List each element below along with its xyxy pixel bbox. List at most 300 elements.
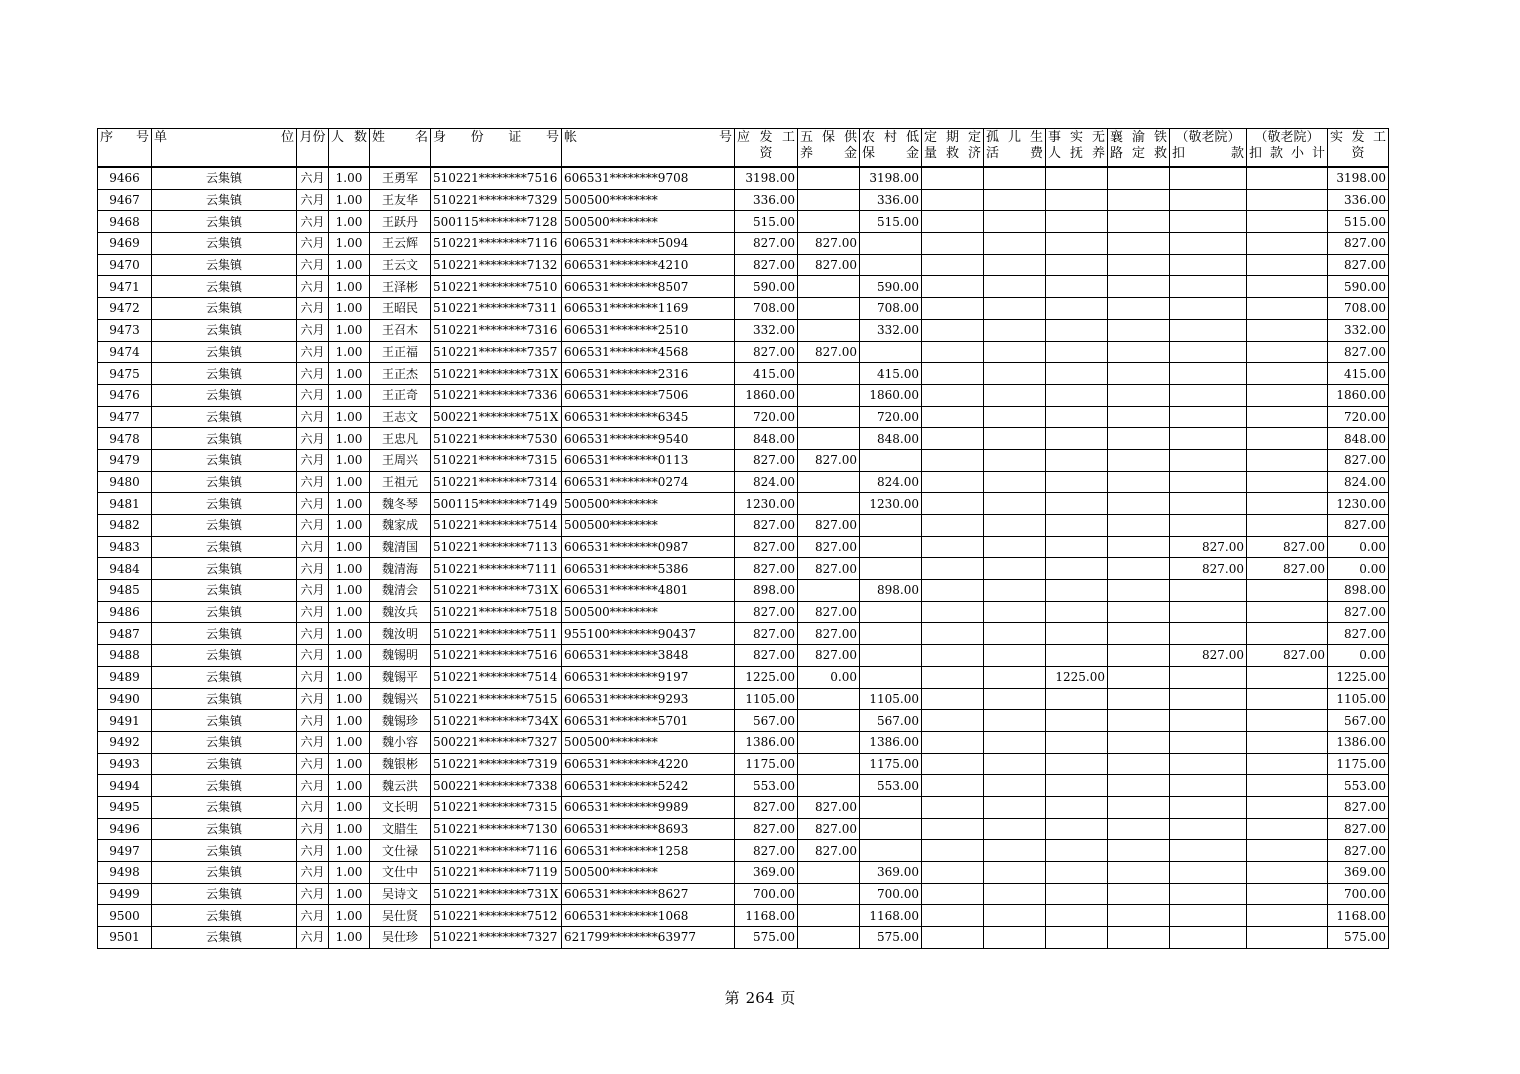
cell-account: 606531********5386 [562,558,735,580]
cell-guer [984,666,1046,688]
cell-jly [1170,580,1247,602]
header-name: 姓 名 [370,129,431,168]
cell-jly [1170,731,1247,753]
cell-name: 王志文 [370,406,431,428]
cell-guer [984,558,1046,580]
cell-account: 500500******** [562,601,735,623]
cell-actual: 0.00 [1328,558,1389,580]
cell-should: 827.00 [735,233,798,255]
cell-should: 827.00 [735,515,798,537]
cell-name: 王勇军 [370,167,431,189]
cell-actual: 708.00 [1328,298,1389,320]
cell-name: 王友华 [370,189,431,211]
cell-month: 六月 [297,384,329,406]
cell-seq: 9485 [98,580,152,602]
cell-jly [1170,189,1247,211]
cell-jly-sub [1247,493,1328,515]
table-body [98,167,1389,948]
cell-seq: 9472 [98,298,152,320]
cell-dingliang [922,905,984,927]
table-row [98,883,1389,905]
table-row [98,927,1389,949]
cell-guer [984,384,1046,406]
cell-seq: 9500 [98,905,152,927]
cell-id: 510221********7311 [431,298,562,320]
cell-count: 1.00 [329,601,370,623]
cell-jly-sub [1247,363,1328,385]
cell-id: 510221********7130 [431,818,562,840]
cell-unit: 云集镇 [152,775,297,797]
cell-id: 510221********7315 [431,449,562,471]
cell-seq: 9475 [98,363,152,385]
cell-name: 魏家成 [370,515,431,537]
cell-id: 510221********7316 [431,319,562,341]
cell-actual: 1175.00 [1328,753,1389,775]
cell-shishi [1046,710,1108,732]
cell-seq: 9486 [98,601,152,623]
cell-wubao [798,406,860,428]
cell-guer [984,406,1046,428]
cell-actual: 0.00 [1328,645,1389,667]
cell-wubao [798,319,860,341]
cell-jly: 827.00 [1170,645,1247,667]
cell-dibao: 708.00 [860,298,922,320]
cell-wubao [798,731,860,753]
cell-jly [1170,233,1247,255]
cell-wubao [798,298,860,320]
cell-month: 六月 [297,796,329,818]
cell-wubao [798,493,860,515]
cell-wubao [798,471,860,493]
cell-xiangyu [1108,710,1170,732]
cell-count: 1.00 [329,189,370,211]
cell-actual: 567.00 [1328,710,1389,732]
cell-guer [984,862,1046,884]
table-row [98,167,1389,189]
cell-xiangyu [1108,580,1170,602]
header-should-pay: 应 发 工 资 [735,129,798,168]
cell-wubao [798,775,860,797]
cell-should: 824.00 [735,471,798,493]
cell-actual: 1386.00 [1328,731,1389,753]
cell-xiangyu [1108,406,1170,428]
cell-jly [1170,363,1247,385]
table-row [98,862,1389,884]
cell-wubao [798,753,860,775]
cell-xiangyu [1108,471,1170,493]
cell-actual: 369.00 [1328,862,1389,884]
cell-jly-sub [1247,406,1328,428]
cell-guer [984,233,1046,255]
page-number [0,987,1520,1008]
cell-account: 606531********5242 [562,775,735,797]
cell-unit: 云集镇 [152,883,297,905]
cell-count: 1.00 [329,406,370,428]
cell-month: 六月 [297,211,329,233]
cell-jly-sub [1247,471,1328,493]
cell-guer [984,623,1046,645]
cell-shishi [1046,862,1108,884]
cell-xiangyu [1108,428,1170,450]
cell-wubao: 827.00 [798,341,860,363]
cell-account: 606531********9197 [562,666,735,688]
cell-month: 六月 [297,840,329,862]
cell-name: 魏锡明 [370,645,431,667]
cell-dingliang [922,927,984,949]
cell-seq: 9484 [98,558,152,580]
cell-wubao: 827.00 [798,558,860,580]
table-row [98,298,1389,320]
cell-jly [1170,883,1247,905]
cell-guer [984,319,1046,341]
header-count: 人 数 [329,129,370,168]
cell-count: 1.00 [329,493,370,515]
cell-seq: 9496 [98,818,152,840]
cell-guer [984,927,1046,949]
table-row [98,775,1389,797]
cell-jly-sub [1247,753,1328,775]
cell-id: 510221********7518 [431,601,562,623]
table-row [98,254,1389,276]
cell-dibao [860,558,922,580]
cell-seq: 9487 [98,623,152,645]
cell-id: 510221********7514 [431,666,562,688]
cell-month: 六月 [297,927,329,949]
table-row [98,688,1389,710]
cell-name: 魏汝兵 [370,601,431,623]
cell-jly [1170,623,1247,645]
cell-seq: 9466 [98,167,152,189]
cell-actual: 515.00 [1328,211,1389,233]
cell-month: 六月 [297,276,329,298]
cell-should: 827.00 [735,623,798,645]
cell-dingliang [922,406,984,428]
cell-name: 魏锡珍 [370,710,431,732]
cell-xiangyu [1108,254,1170,276]
cell-unit: 云集镇 [152,731,297,753]
cell-unit: 云集镇 [152,710,297,732]
cell-month: 六月 [297,471,329,493]
cell-account: 606531********9293 [562,688,735,710]
cell-account: 500500******** [562,862,735,884]
cell-jly [1170,775,1247,797]
cell-unit: 云集镇 [152,862,297,884]
table-row [98,558,1389,580]
cell-actual: 553.00 [1328,775,1389,797]
cell-id: 510221********7510 [431,276,562,298]
cell-jly [1170,666,1247,688]
header-jly-subtotal: （敬老院） 扣 款 小 计 [1247,129,1328,168]
cell-jly-sub [1247,796,1328,818]
cell-name: 王祖元 [370,471,431,493]
cell-dibao: 369.00 [860,862,922,884]
header-guer: 孤 儿 生 活 费 [984,129,1046,168]
cell-count: 1.00 [329,233,370,255]
cell-id: 510221********7512 [431,905,562,927]
table-row [98,623,1389,645]
cell-wubao [798,211,860,233]
cell-seq: 9470 [98,254,152,276]
cell-account: 606531********4220 [562,753,735,775]
cell-shishi [1046,341,1108,363]
cell-shishi [1046,276,1108,298]
cell-month: 六月 [297,623,329,645]
cell-jly [1170,298,1247,320]
cell-actual: 700.00 [1328,883,1389,905]
cell-guer [984,536,1046,558]
cell-name: 魏云洪 [370,775,431,797]
table-row [98,406,1389,428]
cell-id: 510221********7516 [431,645,562,667]
cell-should: 827.00 [735,449,798,471]
cell-dingliang [922,233,984,255]
cell-jly: 827.00 [1170,536,1247,558]
cell-dingliang [922,167,984,189]
cell-actual: 720.00 [1328,406,1389,428]
cell-unit: 云集镇 [152,428,297,450]
cell-dingliang [922,449,984,471]
header-jly-deduct: （敬老院） 扣 款 [1170,129,1247,168]
cell-account: 606531********0987 [562,536,735,558]
cell-jly-sub [1247,840,1328,862]
cell-month: 六月 [297,254,329,276]
cell-account: 606531********2510 [562,319,735,341]
cell-count: 1.00 [329,558,370,580]
cell-wubao: 827.00 [798,449,860,471]
cell-dibao: 1386.00 [860,731,922,753]
cell-jly-sub [1247,167,1328,189]
cell-jly-sub [1247,905,1328,927]
cell-unit: 云集镇 [152,406,297,428]
cell-shishi [1046,905,1108,927]
cell-should: 1860.00 [735,384,798,406]
cell-count: 1.00 [329,580,370,602]
cell-unit: 云集镇 [152,471,297,493]
cell-xiangyu [1108,363,1170,385]
cell-account: 606531********1258 [562,840,735,862]
cell-name: 王云文 [370,254,431,276]
cell-count: 1.00 [329,428,370,450]
cell-shishi [1046,406,1108,428]
cell-dingliang [922,189,984,211]
table-row [98,840,1389,862]
cell-month: 六月 [297,688,329,710]
cell-seq: 9481 [98,493,152,515]
cell-month: 六月 [297,189,329,211]
cell-dibao [860,341,922,363]
cell-seq: 9488 [98,645,152,667]
cell-account: 500500******** [562,493,735,515]
cell-dibao: 332.00 [860,319,922,341]
cell-month: 六月 [297,753,329,775]
cell-unit: 云集镇 [152,601,297,623]
cell-xiangyu [1108,449,1170,471]
cell-account: 500500******** [562,515,735,537]
header-account: 帐 号 [562,129,735,168]
cell-unit: 云集镇 [152,189,297,211]
cell-shishi [1046,731,1108,753]
cell-wubao: 827.00 [798,818,860,840]
table-row [98,384,1389,406]
cell-actual: 1168.00 [1328,905,1389,927]
cell-id: 510221********7327 [431,927,562,949]
cell-dibao: 700.00 [860,883,922,905]
cell-should: 336.00 [735,189,798,211]
cell-dingliang [922,731,984,753]
cell-guer [984,775,1046,797]
cell-jly-sub [1247,233,1328,255]
cell-dingliang [922,276,984,298]
cell-dibao: 553.00 [860,775,922,797]
cell-jly-sub: 827.00 [1247,645,1328,667]
cell-unit: 云集镇 [152,298,297,320]
cell-unit: 云集镇 [152,558,297,580]
cell-dingliang [922,298,984,320]
cell-xiangyu [1108,493,1170,515]
table-row [98,796,1389,818]
cell-unit: 云集镇 [152,515,297,537]
cell-dibao [860,796,922,818]
cell-account: 500500******** [562,189,735,211]
cell-jly [1170,471,1247,493]
cell-month: 六月 [297,319,329,341]
cell-wubao: 827.00 [798,623,860,645]
cell-dingliang [922,753,984,775]
cell-guer [984,189,1046,211]
cell-month: 六月 [297,580,329,602]
table-header-row [98,129,1389,168]
cell-dingliang [922,688,984,710]
cell-dingliang [922,319,984,341]
header-shishi: 事 实 无 人 抚 养 [1046,129,1108,168]
table-row [98,536,1389,558]
cell-unit: 云集镇 [152,753,297,775]
cell-seq: 9499 [98,883,152,905]
cell-guer [984,905,1046,927]
cell-month: 六月 [297,710,329,732]
cell-count: 1.00 [329,254,370,276]
cell-seq: 9471 [98,276,152,298]
cell-count: 1.00 [329,515,370,537]
cell-account: 606531********4801 [562,580,735,602]
cell-jly [1170,384,1247,406]
cell-name: 王召木 [370,319,431,341]
cell-seq: 9495 [98,796,152,818]
cell-wubao: 827.00 [798,645,860,667]
cell-month: 六月 [297,428,329,450]
cell-xiangyu [1108,536,1170,558]
cell-count: 1.00 [329,753,370,775]
cell-guer [984,883,1046,905]
cell-id: 510221********7116 [431,233,562,255]
cell-account: 606531********1169 [562,298,735,320]
cell-shishi [1046,515,1108,537]
cell-xiangyu [1108,775,1170,797]
cell-shishi [1046,233,1108,255]
cell-actual: 827.00 [1328,254,1389,276]
cell-count: 1.00 [329,927,370,949]
cell-should: 1230.00 [735,493,798,515]
cell-id: 510221********7515 [431,688,562,710]
cell-should: 332.00 [735,319,798,341]
cell-name: 魏冬琴 [370,493,431,515]
cell-jly-sub [1247,189,1328,211]
cell-id: 510221********7119 [431,862,562,884]
cell-name: 王昭民 [370,298,431,320]
cell-id: 500221********7338 [431,775,562,797]
cell-wubao [798,688,860,710]
cell-month: 六月 [297,775,329,797]
cell-should: 827.00 [735,558,798,580]
header-wubao: 五 保 供 养 金 [798,129,860,168]
cell-month: 六月 [297,167,329,189]
cell-name: 王周兴 [370,449,431,471]
cell-dibao [860,840,922,862]
cell-count: 1.00 [329,840,370,862]
cell-xiangyu [1108,189,1170,211]
cell-actual: 827.00 [1328,601,1389,623]
cell-xiangyu [1108,515,1170,537]
table-row [98,493,1389,515]
cell-actual: 827.00 [1328,449,1389,471]
cell-id: 510221********7116 [431,840,562,862]
cell-shishi [1046,167,1108,189]
cell-actual: 415.00 [1328,363,1389,385]
cell-seq: 9497 [98,840,152,862]
cell-guer [984,818,1046,840]
cell-name: 魏汝明 [370,623,431,645]
cell-id: 510221********7357 [431,341,562,363]
cell-month: 六月 [297,298,329,320]
cell-xiangyu [1108,905,1170,927]
cell-jly-sub [1247,623,1328,645]
cell-guer [984,254,1046,276]
cell-dibao [860,515,922,537]
cell-name: 文仕禄 [370,840,431,862]
cell-month: 六月 [297,233,329,255]
page-suffix: 页 [780,989,796,1007]
cell-xiangyu [1108,384,1170,406]
cell-name: 吴诗文 [370,883,431,905]
cell-id: 500221********7327 [431,731,562,753]
table-row [98,363,1389,385]
cell-wubao: 827.00 [798,796,860,818]
cell-shishi [1046,883,1108,905]
cell-dingliang [922,775,984,797]
cell-jly-sub [1247,254,1328,276]
page-value: 264 [745,989,775,1007]
cell-shishi [1046,449,1108,471]
table-row [98,580,1389,602]
cell-actual: 824.00 [1328,471,1389,493]
cell-name: 魏小容 [370,731,431,753]
cell-shishi: 1225.00 [1046,666,1108,688]
cell-count: 1.00 [329,363,370,385]
cell-jly [1170,254,1247,276]
cell-seq: 9491 [98,710,152,732]
cell-wubao [798,428,860,450]
cell-jly-sub [1247,601,1328,623]
cell-actual: 0.00 [1328,536,1389,558]
cell-xiangyu [1108,840,1170,862]
cell-seq: 9478 [98,428,152,450]
cell-jly [1170,796,1247,818]
cell-id: 510221********731X [431,580,562,602]
cell-jly [1170,211,1247,233]
cell-actual: 1230.00 [1328,493,1389,515]
cell-jly-sub [1247,211,1328,233]
cell-seq: 9493 [98,753,152,775]
